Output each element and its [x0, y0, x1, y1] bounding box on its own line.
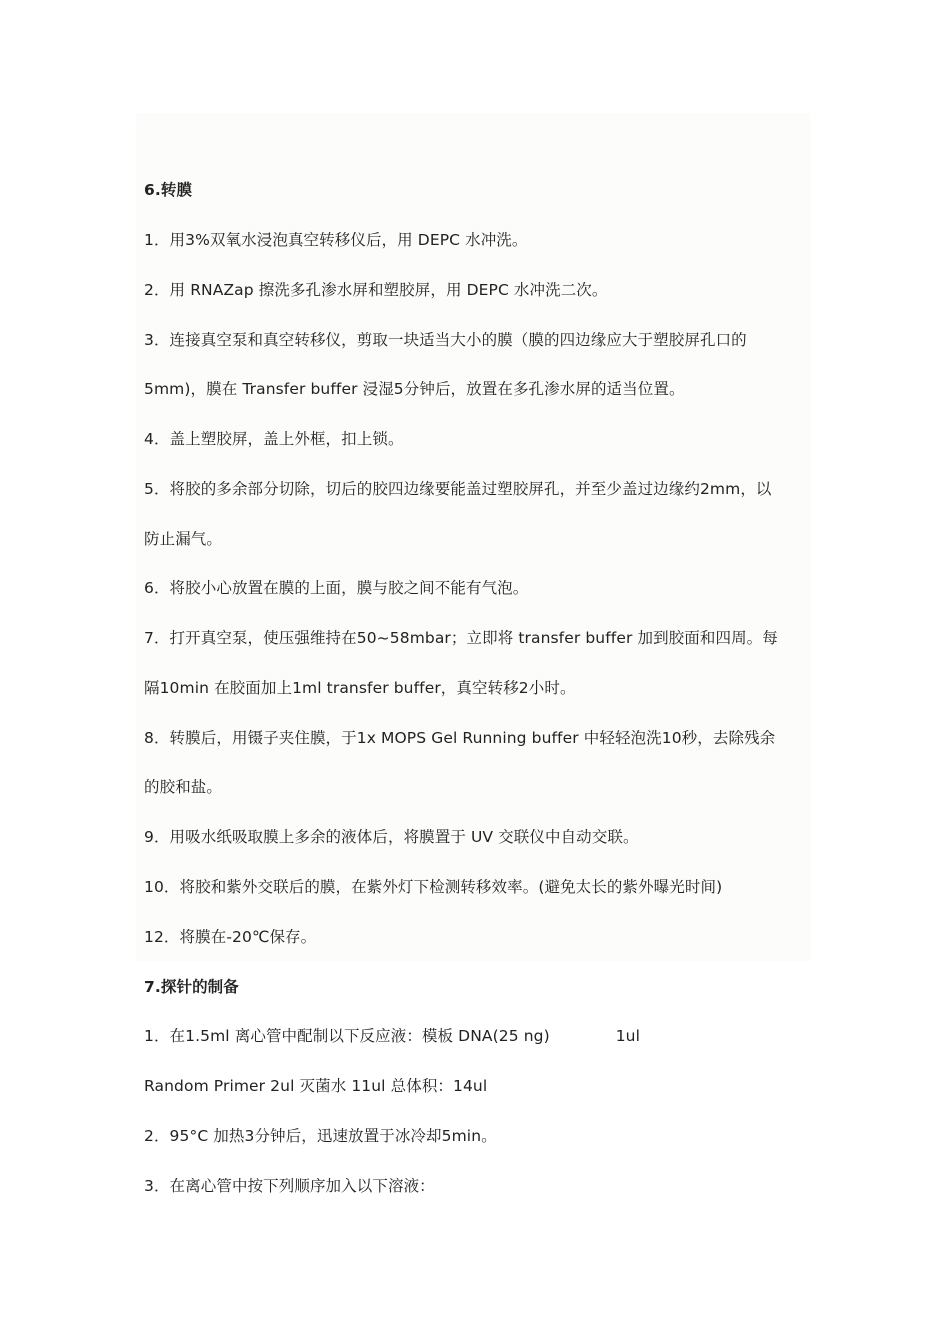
paragraph-line: 5mm)，膜在 Transfer buffer 浸湿5分钟后，放置在多孔渗水屏的适当位置。	[144, 380, 685, 398]
paragraph-line: 2．95°C 加热3分钟后，迅速放置于冰冷却5min。	[144, 1127, 497, 1145]
paragraph-line: 7．打开真空泵，使压强维持在50~58mbar；立即将 transfer buffer 加到胶面和四周。每	[144, 629, 778, 647]
paragraph-line: 4．盖上塑胶屏，盖上外框，扣上锁。	[144, 430, 404, 448]
section-6-heading: 6.转膜	[144, 181, 193, 199]
section-7-heading: 7.探针的制备	[144, 978, 239, 996]
template-amount: 1ul	[615, 1027, 641, 1045]
paragraph-line: 隔10min 在胶面加上1ml transfer buffer，真空转移2小时。	[144, 679, 576, 697]
paragraph-line: Random Primer 2ul 灭菌水 11ul 总体积：14ul	[144, 1077, 488, 1095]
paragraph-line: 12．将膜在-20℃保存。	[144, 928, 317, 946]
paragraph-line: 10．将胶和紫外交联后的膜，在紫外灯下检测转移效率。(避免太长的紫外曝光时间)	[144, 878, 723, 896]
paragraph-line	[144, 1025, 640, 1047]
paragraph-line: 2．用 RNAZap 擦洗多孔渗水屏和塑胶屏，用 DEPC 水冲洗二次。	[144, 281, 608, 299]
paragraph-line: 防止漏气。	[144, 530, 223, 548]
paragraph-line: 3．在离心管中按下列顺序加入以下溶液：	[144, 1177, 435, 1195]
paragraph-line: 3．连接真空泵和真空转移仪，剪取一块适当大小的膜（膜的四边缘应大于塑胶屏孔口的	[144, 331, 747, 349]
paragraph-line: 8．转膜后，用镊子夹住膜，于1x MOPS Gel Running buffer 中轻轻泡洗10秒，去除残余	[144, 729, 776, 747]
paragraph-line: 1．用3%双氧水浸泡真空转移仪后，用 DEPC 水冲洗。	[144, 231, 528, 249]
paragraph-line: 9．用吸水纸吸取膜上多余的液体后，将膜置于 UV 交联仪中自动交联。	[144, 828, 639, 846]
paragraph-line: 5．将胶的多余部分切除，切后的胶四边缘要能盖过塑胶屏孔，并至少盖过边缘约2mm，以	[144, 480, 772, 498]
paragraph-line: 6．将胶小心放置在膜的上面，膜与胶之间不能有气泡。	[144, 579, 529, 597]
paragraph-line: 的胶和盐。	[144, 778, 223, 796]
reaction-mix-text: 1．在1.5ml 离心管中配制以下反应液：模板 DNA(25 ng)	[144, 1027, 550, 1045]
